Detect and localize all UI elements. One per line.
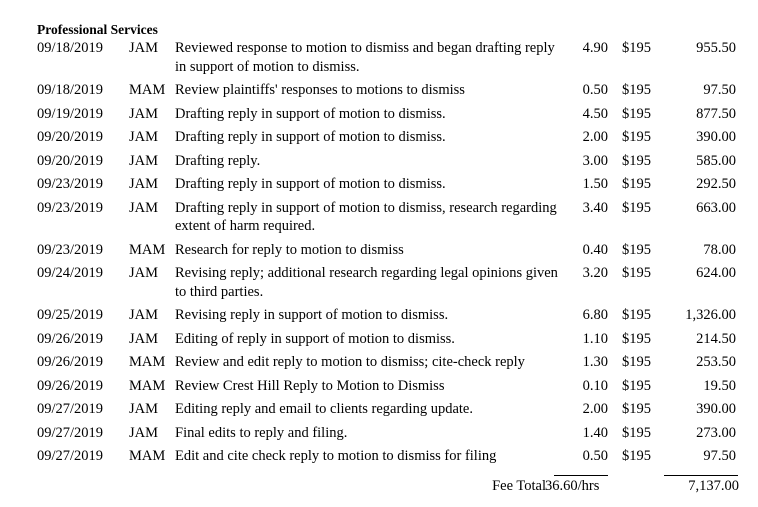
entry-description: Revising reply in support of motion to dismiss.: [175, 307, 449, 323]
entry-initials: JAM: [129, 199, 159, 216]
entry-description: Edit and cite check reply to motion to dismiss for filing: [175, 448, 497, 464]
fee-entries-list: [0, 39, 758, 471]
entry-initials: MAM: [129, 82, 166, 98]
entry-hours: 1.30: [582, 354, 608, 370]
entry-rate: $195: [622, 40, 651, 56]
fee-entry-row: [0, 81, 758, 105]
entry-date: 09/19/2019: [37, 105, 104, 122]
fee-entry-row: [0, 424, 758, 448]
entry-date: 09/23/2019: [37, 241, 104, 258]
fee-total-hours: [545, 477, 599, 496]
entry-description: Drafting reply.: [175, 152, 261, 169]
entry-hours: 0.40: [582, 241, 608, 258]
entry-initials: MAM: [129, 377, 166, 394]
entry-description: Drafting reply in support of motion to dismiss.: [175, 129, 446, 145]
fee-entry-row: [0, 241, 758, 265]
fee-entry-row: [0, 175, 758, 199]
entry-date: 09/18/2019: [37, 82, 104, 98]
entry-description: Review plaintiffs' responses to motions to dismiss: [175, 82, 465, 98]
entry-amount: 663.00: [696, 199, 736, 216]
hours-total-rule: [554, 475, 608, 476]
entry-initials: MAM: [129, 241, 166, 258]
entry-initials: JAM: [129, 424, 159, 441]
entry-initials: JAM: [129, 105, 159, 122]
entry-amount: 78.00: [703, 241, 736, 258]
entry-date: 09/23/2019: [37, 199, 104, 216]
fee-entry-row: [0, 400, 758, 424]
entry-rate: $195: [622, 354, 651, 370]
entry-hours: 1.40: [582, 424, 608, 441]
fee-total-amount: 7,137.00: [688, 478, 739, 494]
entry-description: Reviewed response to motion to dismiss and began drafting reply in support of motion to dismiss.: [175, 40, 555, 75]
entry-date: 09/26/2019: [37, 354, 104, 370]
fee-entry-row: [0, 199, 758, 241]
entry-rate: $195: [622, 129, 651, 145]
entry-rate: $195: [622, 377, 651, 394]
fee-entry-row: [0, 306, 758, 330]
entry-amount: 390.00: [696, 401, 736, 417]
entry-amount: 1,326.00: [685, 307, 736, 323]
fee-total-hours-value: 36.60: [545, 478, 578, 494]
entry-rate: $195: [622, 401, 651, 417]
entry-date: 09/20/2019: [37, 152, 104, 169]
entry-date: 09/23/2019: [37, 176, 104, 192]
entry-date: 09/24/2019: [37, 265, 104, 281]
entry-initials: JAM: [129, 330, 159, 347]
entry-hours: 4.90: [582, 40, 608, 56]
fee-entry-row: [0, 353, 758, 377]
entry-initials: JAM: [129, 176, 159, 192]
entry-hours: 3.40: [582, 199, 608, 216]
entry-date: 09/27/2019: [37, 424, 104, 441]
entry-date: 09/25/2019: [37, 307, 104, 323]
entry-description: Review Crest Hill Reply to Motion to Dismiss: [175, 377, 445, 394]
entry-initials: JAM: [129, 401, 159, 417]
entry-description: Drafting reply in support of motion to dismiss.: [175, 105, 446, 122]
entry-hours: 2.00: [582, 401, 608, 417]
entry-rate: $195: [622, 199, 651, 216]
entry-description: Drafting reply in support of motion to dismiss, research regarding extent of harm required.: [175, 199, 557, 234]
entry-amount: 19.50: [703, 377, 736, 394]
entry-hours: 2.00: [582, 129, 608, 145]
entry-initials: MAM: [129, 448, 166, 464]
entry-amount: 253.50: [696, 354, 736, 370]
entry-initials: JAM: [129, 265, 159, 281]
entry-date: 09/20/2019: [37, 129, 104, 145]
entry-hours: 0.50: [582, 448, 608, 464]
entry-rate: $195: [622, 152, 651, 169]
entry-hours: 0.10: [582, 377, 608, 394]
section-title: Professional Services: [37, 22, 158, 37]
entry-description: Review and edit reply to motion to dismiss; cite-check reply: [175, 354, 525, 370]
fee-entry-row: [0, 330, 758, 354]
fee-entry-row: [0, 377, 758, 401]
entry-amount: 273.00: [696, 424, 736, 441]
fee-entry-row: [0, 105, 758, 129]
entry-amount: 390.00: [696, 129, 736, 145]
fee-total-hours-unit: /hrs: [577, 478, 600, 494]
entry-amount: 214.50: [696, 330, 736, 347]
fee-entry-row: [0, 128, 758, 152]
entry-rate: $195: [622, 424, 651, 441]
entry-rate: $195: [622, 265, 651, 281]
entry-description: Editing of reply in support of motion to dismiss.: [175, 330, 455, 347]
entry-date: 09/27/2019: [37, 401, 104, 417]
entry-hours: 4.50: [582, 105, 608, 122]
entry-amount: 292.50: [696, 176, 736, 192]
entry-amount: 955.50: [696, 40, 736, 56]
entry-rate: $195: [622, 82, 651, 98]
entry-amount: 585.00: [696, 152, 736, 169]
entry-hours: 3.00: [582, 152, 608, 169]
entry-hours: 1.50: [582, 176, 608, 192]
entry-hours: 6.80: [582, 307, 608, 323]
entry-initials: JAM: [129, 307, 159, 323]
entry-date: 09/26/2019: [37, 330, 104, 347]
entry-amount: 624.00: [696, 265, 736, 281]
entry-description: Research for reply to motion to dismiss: [175, 241, 404, 258]
entry-initials: MAM: [129, 354, 166, 370]
entry-hours: 0.50: [582, 82, 608, 98]
entry-rate: $195: [622, 105, 651, 122]
entry-rate: $195: [622, 241, 651, 258]
fee-entry-row: [0, 152, 758, 176]
entry-description: Revising reply; additional research regarding legal opinions given to third parties.: [175, 265, 558, 300]
entry-rate: $195: [622, 448, 651, 464]
entry-amount: 97.50: [703, 82, 736, 98]
fee-total-label: Fee Total: [492, 478, 546, 494]
entry-hours: 3.20: [582, 265, 608, 281]
entry-rate: $195: [622, 330, 651, 347]
fee-entry-row: [0, 447, 758, 471]
entry-amount: 877.50: [696, 105, 736, 122]
entry-initials: JAM: [129, 152, 159, 169]
entry-date: 09/18/2019: [37, 40, 104, 56]
entry-hours: 1.10: [582, 330, 608, 347]
entry-date: 09/26/2019: [37, 377, 104, 394]
entry-initials: JAM: [129, 129, 159, 145]
entry-description: Final edits to reply and filing.: [175, 424, 348, 441]
entry-rate: $195: [622, 176, 651, 192]
fee-entry-row: [0, 264, 758, 306]
entry-initials: JAM: [129, 40, 159, 56]
entry-description: Drafting reply in support of motion to dismiss.: [175, 176, 446, 192]
entry-amount: 97.50: [703, 448, 736, 464]
entry-date: 09/27/2019: [37, 448, 104, 464]
entry-rate: $195: [622, 307, 651, 323]
entry-description: Editing reply and email to clients regarding update.: [175, 401, 473, 417]
fee-entry-row: [0, 39, 758, 81]
amount-total-rule: [664, 475, 738, 476]
